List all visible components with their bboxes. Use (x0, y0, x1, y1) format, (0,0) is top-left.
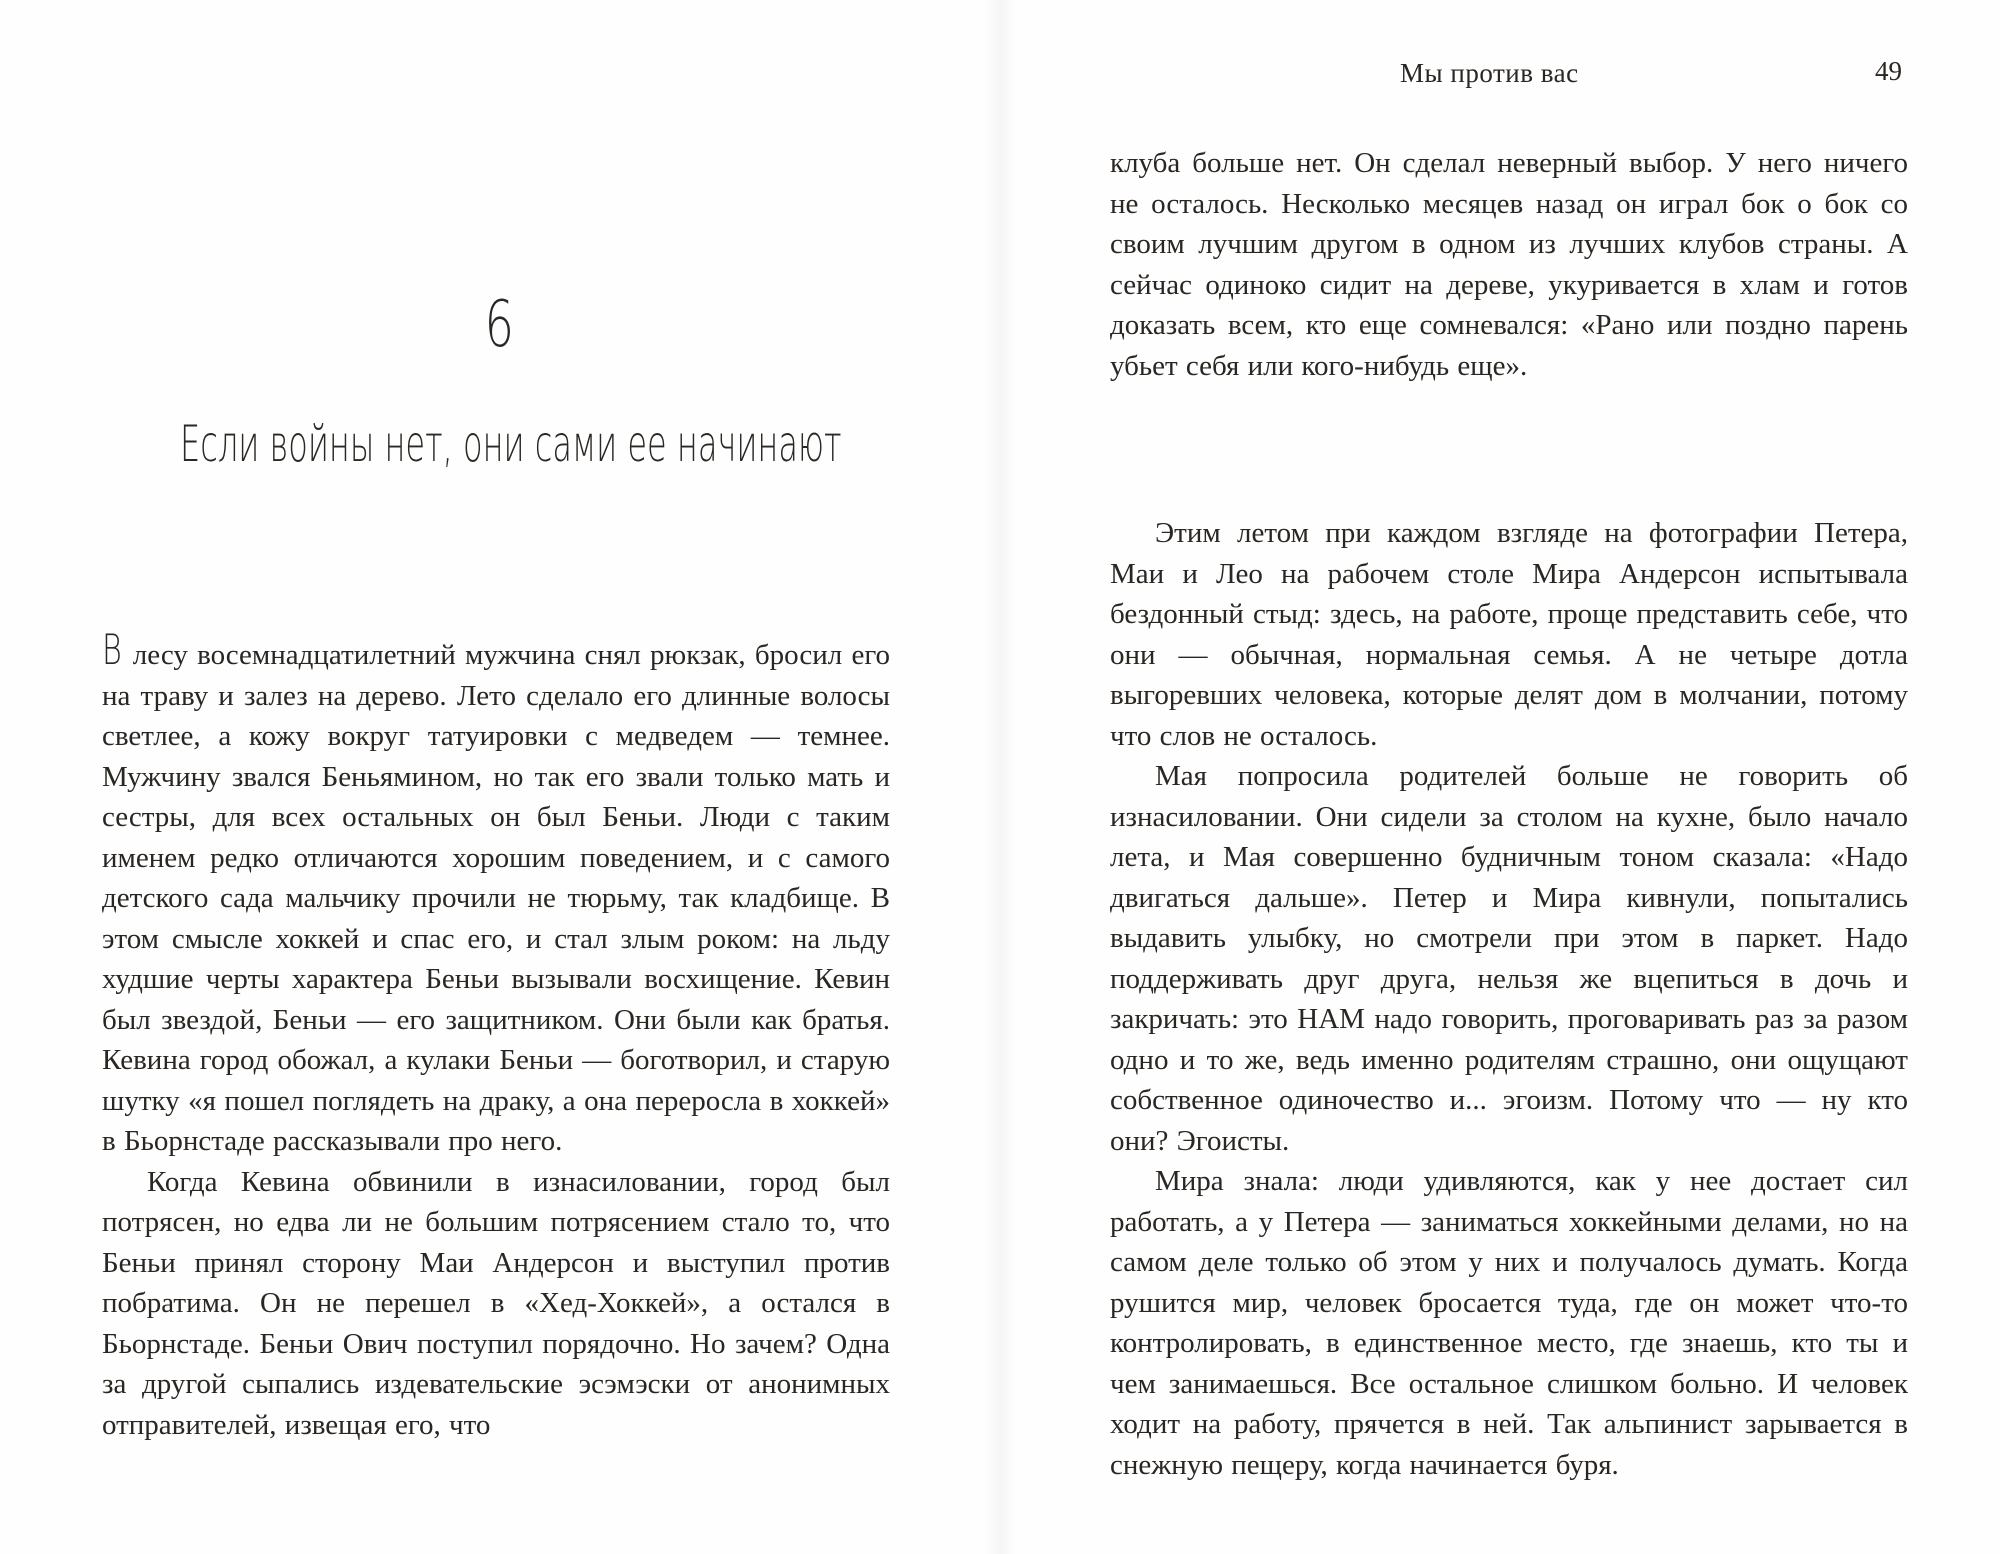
right-page-continued-text (1110, 143, 1908, 386)
left-page-body (102, 625, 890, 1445)
book-gutter (985, 0, 1015, 1554)
paragraph: Когда Кевина обвинили в изнасиловании, город был потрясен, но едва ли не большим потрясением стало то, что Беньи принял сторону Маи Андерсон и выступил против побратима. Он не перешел в «Хед-Хоккей», а остался в Бьорнстаде. Беньи Ович поступил порядочно. Но зачем? Одна за другой сыпались издевательские эсэмэски от анонимных отправителей, извещая его, что (102, 1165, 890, 1441)
running-head: Мы против вас (1400, 58, 1579, 88)
paragraph: Мая попросила родителей больше не говорить об изнасиловании. Они сидели за столом на кухне, было начало лета, и Мая совершенно будничным тоном сказала: «Надо двигаться дальше». Петер и Мира кивнули, попытались выдавить улыбку, но смотрели при этом в паркет. Надо поддерживать друг друга, нельзя же вцепиться в дочь и закричать: это НАМ надо говорить, проговаривать раз за разом одно и то же, ведь именно родителям страшно, они ощущают собственное одиночество и... эгоизм. Потому что — ну кто они? Эгоисты. (1110, 760, 1908, 1157)
paragraph (102, 625, 890, 1162)
paragraph: Этим летом при каждом взгляде на фотографии Петера, Маи и Лео на рабочем столе Мира Андерсон испытывала бездонный стыд: здесь, на работе, проще представить себе, что они — обычная, нормальная семья. А не четыре дотла выгоревших человека, которые делят дом в молчании, потому что слов не осталось. (1110, 517, 1908, 752)
page-number: 49 (1875, 56, 1902, 86)
chapter-number: 6 (484, 288, 516, 362)
drop-cap: В (102, 625, 122, 674)
chapter-title: Если войны нет, они сами ее начинают (180, 415, 842, 473)
paragraph-text: лесу восемнадцатилетний мужчина снял рюкзак, бросил его на траву и залез на дерево. Лето сделало его длинные волосы светлее, а кожу вокруг татуировки с медведем — темнее. Мужчину звался Беньямином, но так его звали только мать и сестры, для всех остальных он был Беньи. Люди с таким именем редко отличаются хорошим поведением, и с самого детского сада мальчику прочили не тюрьму, так кладбище. В этом смысле хоккей и спас его, и стал злым роком: на льду худшие черты характера Беньи вызывали восхищение. Кевин был звездой, Беньи — его защитником. Они были как братья. Кевина город обожал, а кулаки Беньи — боготворил, и старую шутку «я пошел поглядеть на драку, а она переросла в хоккей» в Бьорнстаде рассказывали про него. (102, 639, 890, 1157)
paragraph: Мира знала: люди удивляются, как у нее достает сил работать, а у Петера — заниматься хоккейными делами, но на самом деле только об этом у них и получалось думать. Когда рушится мир, человек бросается туда, где он может что-то контролировать, в единственное место, где знаешь, кто ты и чем занимаешься. Все остальное слишком больно. И человек ходит на работу, прячется в ней. Так альпинист зарывается в снежную пещеру, когда начинается буря. (1110, 1165, 1908, 1481)
right-page-body (1110, 513, 1908, 1485)
paragraph: клуба больше нет. Он сделал неверный выбор. У него ничего не осталось. Несколько месяцев назад он играл бок о бок со своим лучшим другом в одном из лучших клубов страны. А сейчас одиноко сидит на дереве, укуривается в хлам и готов доказать всем, кто еще сомневался: «Рано или поздно парень убьет себя или кого-нибудь еще». (1110, 147, 1908, 382)
